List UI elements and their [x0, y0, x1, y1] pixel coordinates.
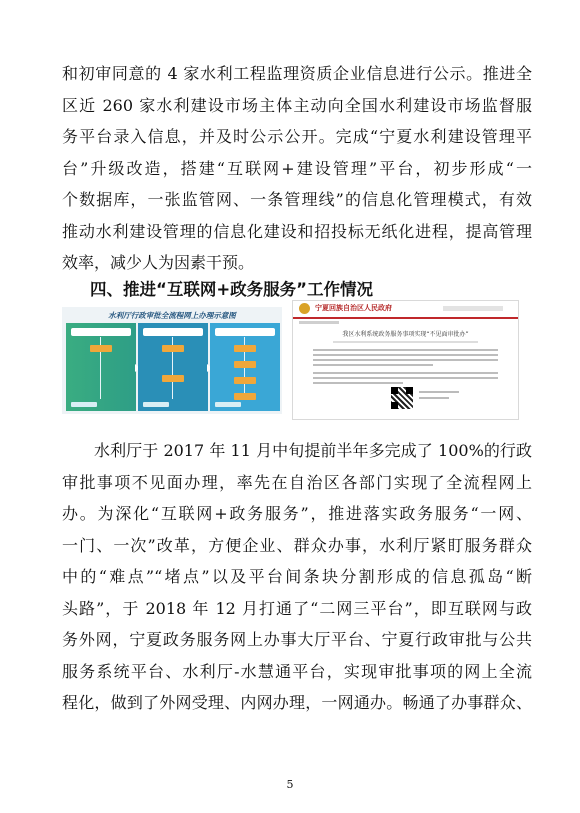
article-text-line	[313, 372, 498, 374]
text-line: 推动水利建设管理的信息化建设和招投标无纸化进程，提高管理	[62, 221, 532, 241]
article-text-line	[313, 364, 433, 366]
flowchart-figure	[62, 307, 282, 414]
text-line: 服务系统平台、水利厅-水慧通平台，实现审批事项的网上全流	[62, 661, 532, 681]
text-line: 务平台录入信息，并及时公示公开。完成“宁夏水利建设管理平	[62, 127, 532, 146]
page-number: 5	[286, 778, 294, 791]
text-line: 务外网，宁夏政务服务网上办事大厅平台、宁夏行政审批与公共	[62, 630, 532, 649]
webpage-screenshot-figure	[292, 300, 519, 420]
text-line: 办。为深化“互联网+政务服务”，推进落实政务服务“一网、	[62, 504, 532, 523]
text-line: 头路”，于 2018 年 12 月打通了“二网三平台”，即互联网与政	[62, 598, 532, 618]
site-header	[293, 301, 518, 319]
text-line: 效率，减少人为因素干预。	[62, 253, 255, 272]
paragraph-water-construction	[62, 58, 532, 279]
article-text-line	[313, 354, 498, 356]
article-text-line	[313, 382, 403, 384]
qr-code-icon	[391, 387, 413, 409]
flowchart-title: 水利厅行政审批全流程网上办理示意图	[108, 311, 236, 320]
text-line: 台”升级改造，搭建“互联网+建设管理”平台，初步形成“一	[62, 158, 532, 178]
text-line: 和初审同意的 4 家水利工程监理资质企业信息进行公示。推进全	[62, 64, 532, 83]
text-line: 个数据库，一张监管网、一条管理线”的信息化管理模式，有效	[62, 190, 532, 209]
text-line: 中的“难点”“堵点”以及平台间条块分割形成的信息孤岛“断	[62, 567, 532, 586]
flow-column	[210, 323, 280, 411]
text-line: 审批事项不见面办理，率先在自治区各部门实现了全流程网上	[62, 472, 532, 492]
text-line: 水利厅于 2017 年 11 月中旬提前半年多完成了 100%的行政	[94, 441, 532, 460]
breadcrumb	[299, 321, 339, 324]
article-text-line	[313, 359, 498, 361]
emblem-icon	[299, 303, 310, 314]
flow-column	[66, 323, 136, 411]
flow-column	[138, 323, 208, 411]
section-heading: 四、推进“互联网+政务服务”工作情况	[90, 280, 374, 299]
article-text-line	[313, 349, 498, 351]
article-text-line	[313, 377, 498, 379]
paragraph-internet-government-service	[62, 435, 532, 719]
article-meta	[333, 341, 478, 343]
text-line: 区近 260 家水利建设市场主体主动向全国水利建设市场监督服	[62, 95, 532, 115]
site-name: 宁夏回族自治区人民政府	[315, 304, 392, 312]
text-line: 一门、一次”改革，方便企业、群众办事，水利厅紧盯服务群众	[62, 535, 532, 555]
article-title: 我区水利系统政务服务事项实现“不见面审批办”	[342, 331, 469, 338]
text-line: 程化，做到了外网受理、内网办理，一网通办。畅通了办事群众、	[62, 693, 532, 712]
